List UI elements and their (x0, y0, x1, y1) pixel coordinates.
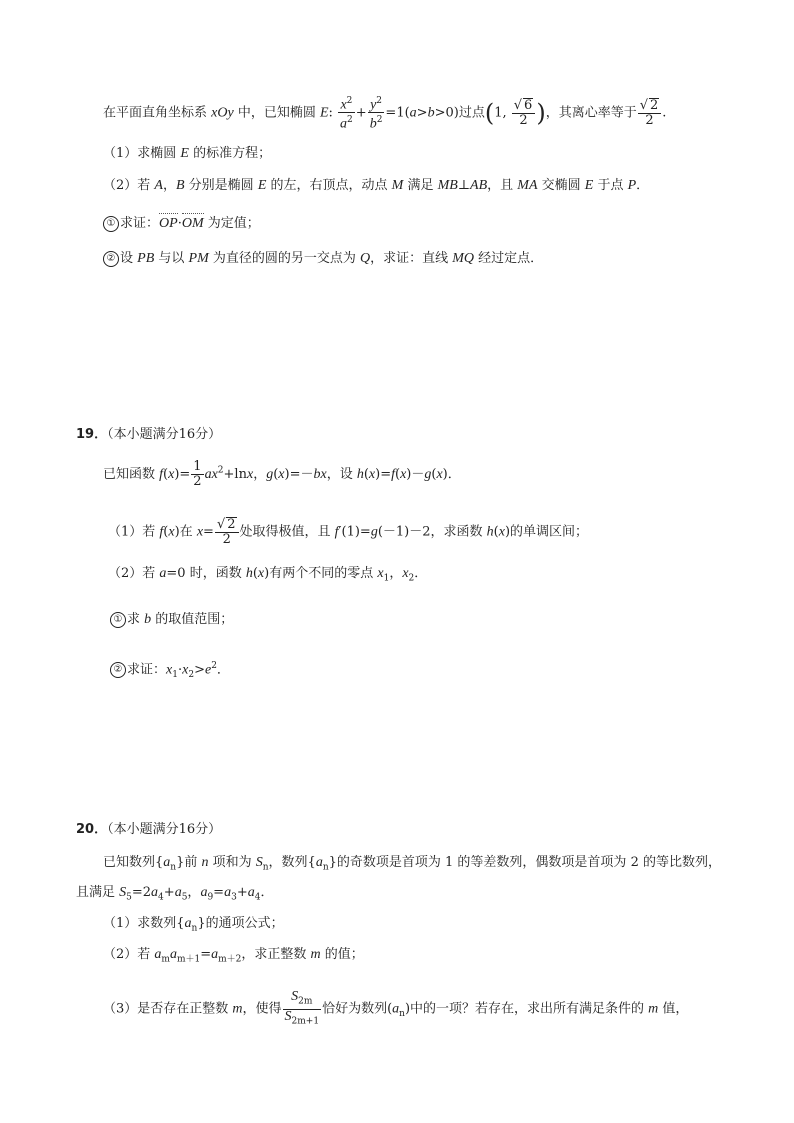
p18-frac-y: $\frac{y^2}{b^2}$ (369, 96, 383, 132)
p18-frac-x: $\frac{x^2}{a^2}$ (340, 96, 353, 132)
p18-point-frac: $\frac{√ 6}{2}$ (512, 98, 536, 128)
p18-sub2: ② 设 PB 与以 PM 为直径的圆的另一交点为 Q，求证：直线 MQ 经过定点． (103, 249, 543, 269)
circle-number-2: ② (103, 251, 119, 267)
p20-given-line2: 且满足 $S_5=2a_4+a_5$，$a_9=a_3+a_4$． (76, 885, 274, 903)
p19-given: 已知函数 f(x)= $\frac{1}{2}$ $ax^2+\ln x$，g(x)=－bx，设 h(x)=f(x)－g(x)． (103, 459, 461, 489)
p20-given-line1: 已知数列$\{a_n\}$前 n 项和为 $S_n$，数列$\{a_n\}$的奇数项是首项为 1 的等差数列，偶数项是首项为 2 的等比数列， (103, 855, 721, 873)
circle-number-2: ② (110, 662, 126, 678)
p20-header (76, 820, 221, 840)
p19-number: 19． (76, 427, 108, 442)
p19-header (76, 425, 221, 445)
p18-intro: 在平面直角坐标系 xOy 中，已知椭圆 E: (103, 105, 333, 121)
p18-intro-line: 在平面直角坐标系 xOy 中，已知椭圆 E: $\frac{x^2}{a^2}$ + $\frac{y^2}{b^2}$ =1(a>b>0)过点(1, $\frac{√ 6}{2}$ )，其离心率等于 $\frac{√ 2}{2}$ . (103, 96, 667, 132)
circle-number-1: ① (103, 216, 119, 232)
p20-sum-frac: $\frac{S_{2m}}{S_{2m+1}}$ (284, 989, 320, 1027)
vector-op: OP (159, 214, 178, 234)
p19-sub1: ① 求 b 的取值范围； (110, 610, 233, 630)
p20-part3: （3）是否存在正整数 m，使得 $\frac{S_{2m}}{S_{2m+1}}$ 恰好为数列$(a_n)$中的一项？若存在，求出所有满足条件的 m 值， (103, 989, 689, 1027)
p19-part1: （1）若 f(x)在 x= $\frac{√ 2}{2}$ 处取得极值，且 f′(1)=g(－1)－2，求函数 h(x)的单调区间； (108, 517, 589, 547)
p18-part1: （1）求椭圆 E 的标准方程； (103, 146, 272, 161)
p18-part2: （2）若 A，B 分别是椭圆 E 的左，右顶点，动点 M 满足 MB⊥AB，且 MA 交椭圆 E 于点 P． (103, 178, 650, 193)
p18-ecc-frac: $\frac{√ 2}{2}$ (638, 98, 662, 128)
p19-sub2: ② 求证：$x_1\cdot x_2>e^2$． (110, 656, 230, 685)
p20-part2: （2）若 $a_ma_{m+1}=a_{m+2}$，求正整数 m 的值； (103, 947, 364, 965)
p19-root-frac: $\frac{√ 2}{2}$ (215, 517, 239, 547)
p18-sub1: ① 求证：OP·OM 为定值； (103, 214, 260, 234)
p19-half-frac: $\frac{1}{2}$ (193, 459, 202, 489)
p20-part1: （1）求数列$\{a_n\}$的通项公式； (103, 916, 284, 934)
circle-number-1: ① (110, 612, 126, 628)
p20-header-text: （本小题满分16分） (107, 822, 222, 837)
p19-part2: （2）若 a=0 时，函数 h(x)有两个不同的零点 $x_1$，$x_2$． (108, 566, 428, 584)
p20-number: 20． (76, 822, 108, 837)
p19-header-text: （本小题满分16分） (107, 427, 222, 442)
vector-om: OM (182, 214, 204, 234)
